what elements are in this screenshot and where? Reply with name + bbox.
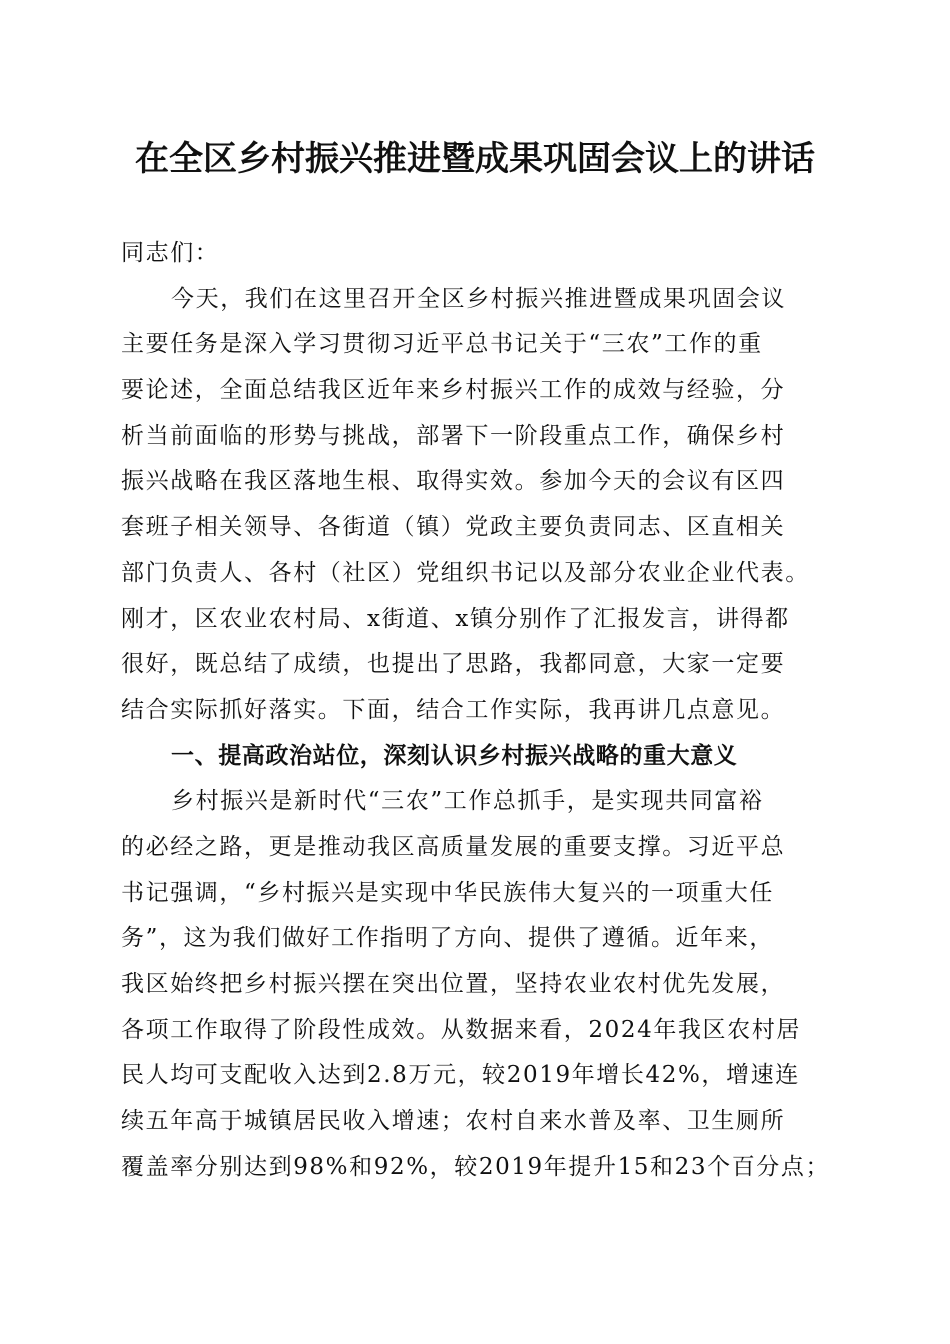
paragraph-line: 刚才，区农业农村局、x街道、x镇分别作了汇报发言，讲得都 <box>121 605 790 632</box>
salutation: 同志们： <box>121 240 220 266</box>
paragraph-line: 要论述，全面总结我区近年来乡村振兴工作的成效与经验，分 <box>121 377 786 404</box>
paragraph-line: 很好，既总结了成绩，也提出了思路，我都同意，大家一定要 <box>121 651 786 678</box>
paragraph-line: 民人均可支配收入达到2.8万元，较2019年增长42%，增速连 <box>121 1062 800 1089</box>
paragraph-line: 结合实际抓好落实。下面，结合工作实际，我再讲几点意见。 <box>121 696 786 723</box>
paragraph-line: 各项工作取得了阶段性成效。从数据来看，2024年我区农村居 <box>121 1016 801 1043</box>
paragraph-line: 乡村振兴是新时代“三农”工作总抓手，是实现共同富裕 <box>171 788 764 815</box>
section-heading: 一、提高政治站位，深刻认识乡村振兴战略的重大意义 <box>171 742 738 769</box>
paragraph-line: 今天，我们在这里召开全区乡村振兴推进暨成果巩固会议 <box>171 285 786 312</box>
paragraph-line: 我区始终把乡村振兴摆在突出位置，坚持农业农村优先发展， <box>121 971 786 997</box>
paragraph-line: 部门负责人、各村（社区）党组织书记以及部分农业企业代表。 <box>121 559 810 586</box>
document-body <box>121 231 833 1190</box>
paragraph-line: 套班子相关领导、各街道（镇）党政主要负责同志、区直相关 <box>121 514 786 541</box>
paragraph-line: 覆盖率分别达到98%和92%，较2019年提升15和23个百分点； <box>121 1153 831 1180</box>
paragraph-line: 析当前面临的形势与挑战，部署下一阶段重点工作，确保乡村 <box>121 422 786 449</box>
document-title: 在全区乡村振兴推进暨成果巩固会议上的讲话 <box>135 139 815 179</box>
paragraph-line: 续五年高于城镇居民收入增速；农村自来水普及率、卫生厕所 <box>121 1108 786 1135</box>
paragraph-line: 的必经之路，更是推动我区高质量发展的重要支撑。习近平总 <box>121 833 786 860</box>
paragraph-line: 主要任务是深入学习贯彻习近平总书记关于“三农”工作的重 <box>121 331 763 358</box>
paragraph-line: 书记强调，“乡村振兴是实现中华民族伟大复兴的一项重大任 <box>121 879 774 906</box>
paragraph-line: 务”，这为我们做好工作指明了方向、提供了遵循。近年来， <box>121 925 774 952</box>
paragraph-line: 振兴战略在我区落地生根、取得实效。参加今天的会议有区四 <box>121 468 786 495</box>
